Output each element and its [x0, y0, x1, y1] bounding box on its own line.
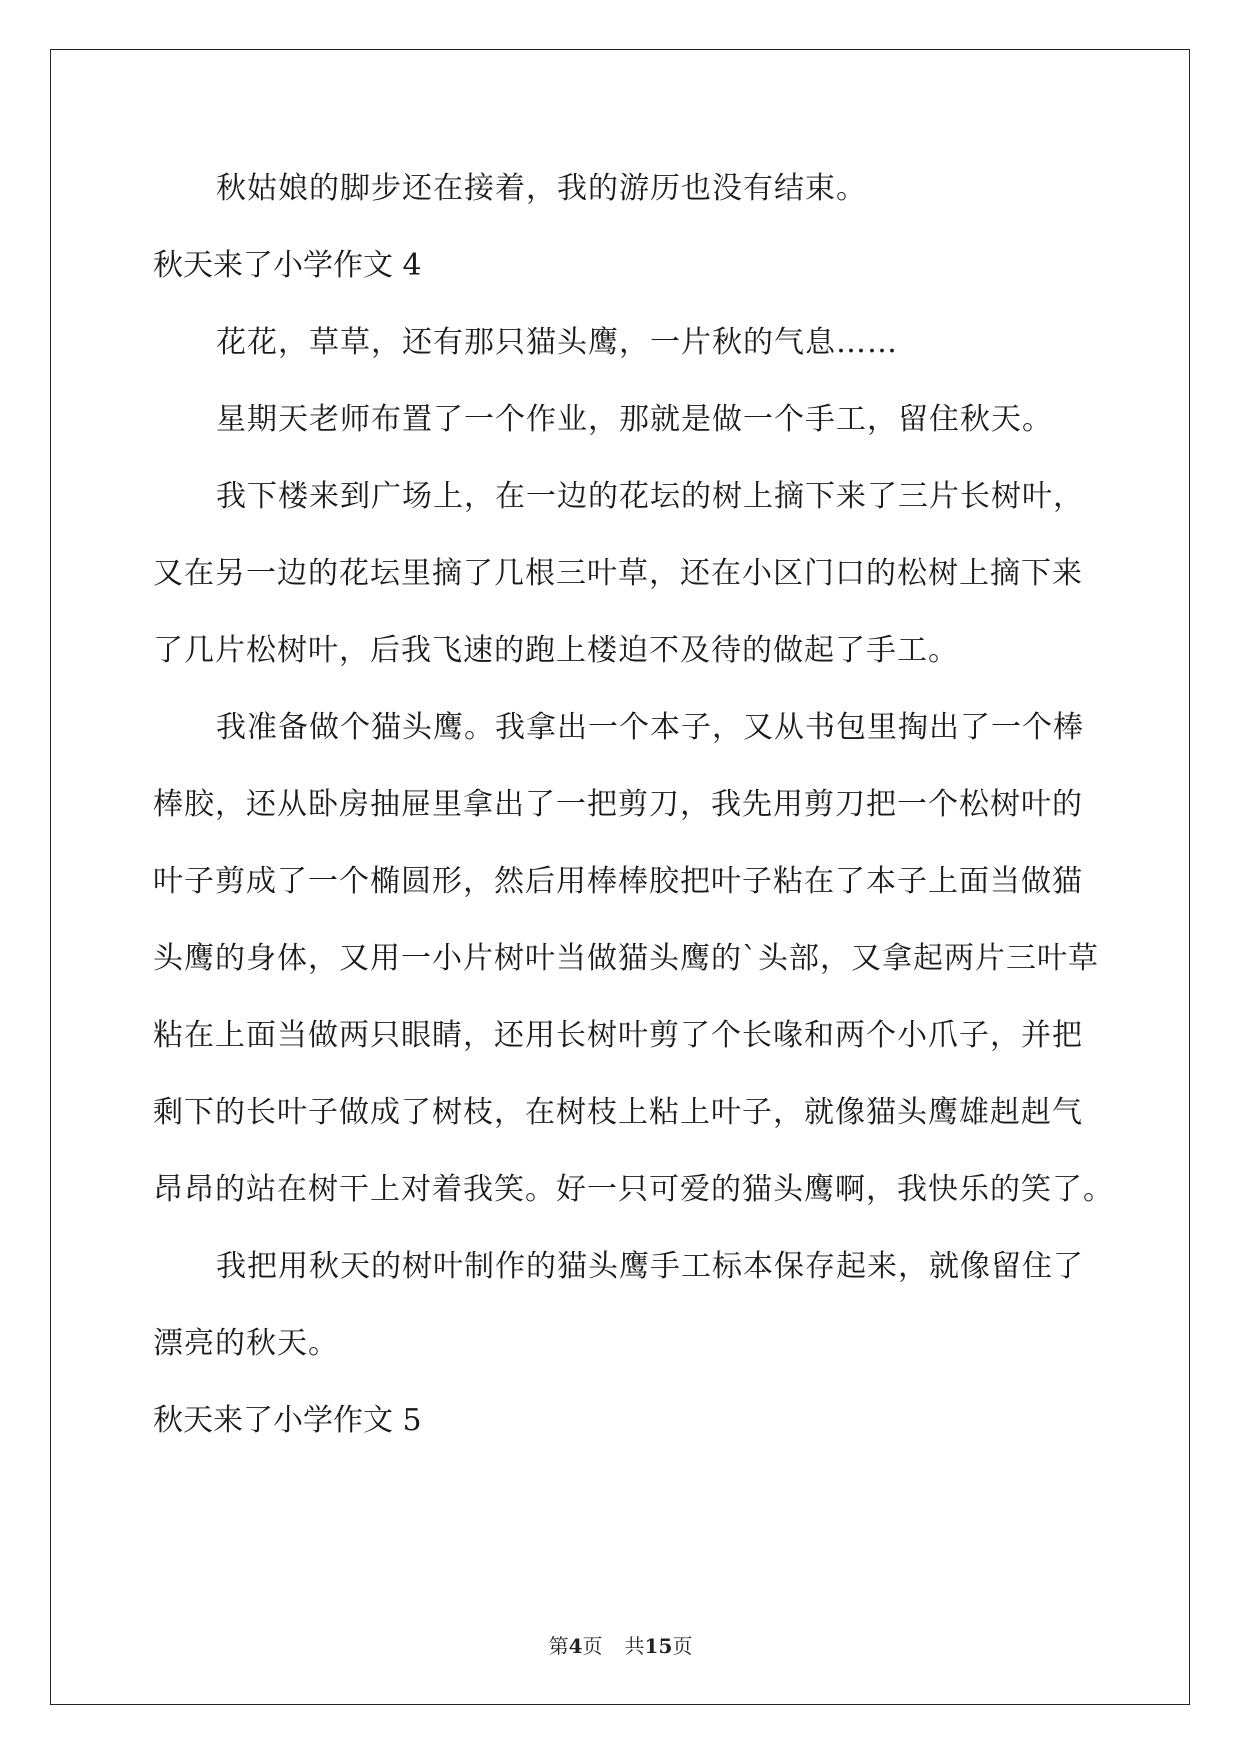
document-body — [153, 150, 1113, 1459]
footer-total-prefix: 共 — [624, 1634, 645, 1658]
section-heading: 秋天来了小学作文 4 — [153, 248, 422, 283]
paragraph-line: 昂昂的站在树干上对着我笑。好一只可爱的猫头鹰啊，我快乐的笑了。 — [153, 1172, 1114, 1207]
section-heading: 秋天来了小学作文 5 — [153, 1403, 422, 1438]
footer-page-suffix: 页 — [582, 1634, 603, 1658]
paragraph-line: 花花，草草，还有那只猫头鹰，一片秋的气息…… — [216, 325, 898, 360]
paragraph-line: 剩下的长叶子做成了树枝，在树枝上粘上叶子，就像猫头鹰雄赳赳气 — [153, 1095, 1083, 1130]
paragraph-line: 我下楼来到广场上，在一边的花坛的树上摘下来了三片长树叶， — [216, 479, 1084, 514]
paragraph-line: 棒胶，还从卧房抽屉里拿出了一把剪刀，我先用剪刀把一个松树叶的 — [153, 787, 1083, 822]
paragraph-line: 漂亮的秋天。 — [153, 1326, 339, 1361]
paragraph-line: 了几片松树叶，后我飞速的跑上楼迫不及待的做起了手工。 — [153, 633, 959, 668]
footer-page-prefix: 第 — [548, 1634, 569, 1658]
paragraph-line: 星期天老师布置了一个作业，那就是做一个手工，留住秋天。 — [216, 402, 1053, 437]
paragraph-line: 我把用秋天的树叶制作的猫头鹰手工标本保存起来，就像留住了 — [216, 1249, 1084, 1284]
paragraph-line: 头鹰的身体，又用一小片树叶当做猫头鹰的`头部，又拿起两片三叶草 — [153, 941, 1099, 976]
footer-page-number: 4 — [568, 1634, 583, 1658]
paragraph-line: 秋姑娘的脚步还在接着，我的游历也没有结束。 — [216, 171, 867, 206]
footer-total-suffix: 页 — [672, 1634, 693, 1658]
page-footer — [0, 1630, 1241, 1659]
footer-total-pages: 15 — [644, 1634, 673, 1658]
paragraph-line: 又在另一边的花坛里摘了几根三叶草，还在小区门口的松树上摘下来 — [153, 556, 1083, 591]
paragraph-line: 粘在上面当做两只眼睛，还用长树叶剪了个长喙和两个小爪子，并把 — [153, 1018, 1083, 1053]
paragraph-line: 我准备做个猫头鹰。我拿出一个本子，又从书包里掏出了一个棒 — [216, 710, 1084, 745]
paragraph-line: 叶子剪成了一个椭圆形，然后用棒棒胶把叶子粘在了本子上面当做猫 — [153, 864, 1083, 899]
